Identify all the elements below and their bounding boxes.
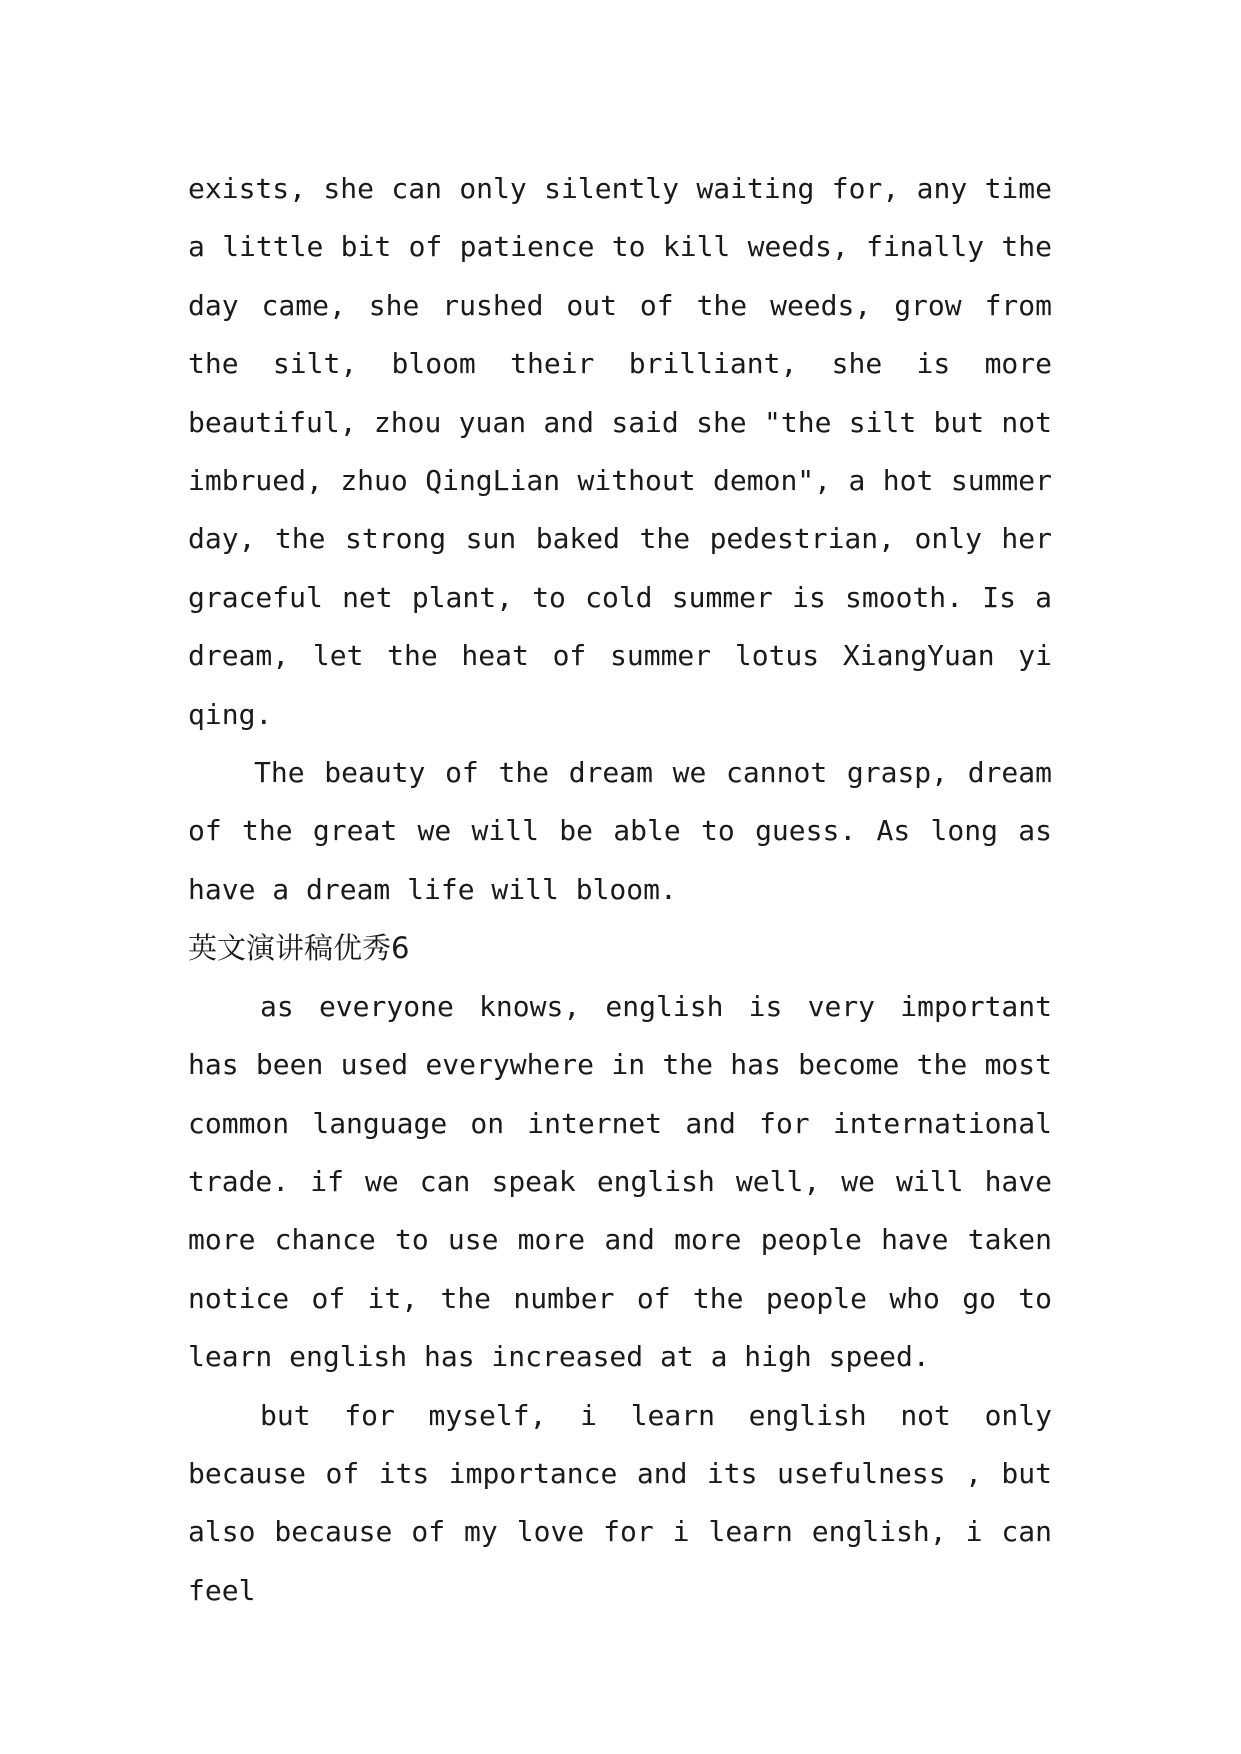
section-heading: 英文演讲稿优秀6 [188,931,410,966]
paragraph-lotus-dream: exists, she can only silently waiting for, any time a little bit of patience to kill weeds, finally the day came, she rushed out of the weeds, grow from the silt, bloom their brilliant, she is more beautiful, zhou yuan and said she "the silt but not imbrued, zhuo QingLian without demon", a hot summer day, the strong sun baked the pedestrian, only her graceful net plant, to cold summer is smooth. Is a dream, let the heat of summer lotus XiangYuan yi qing. [188,172,1052,731]
paragraph-love-for-english: but for myself, i learn english not only because of its importance and its usefulness , but also because of my love for i learn english, i can feel [188,1398,1052,1607]
paragraph-english-importance: as everyone knows, english is very important has been used everywhere in the has become the most common language on internet and for international trade. if we can speak english well, we will have more chance to use more and more people have taken notice of it, the number of the people who go to learn english has increased at a high speed. [188,989,1052,1374]
document-body [188,160,1052,1620]
paragraph-beauty-of-dream: The beauty of the dream we cannot grasp, dream of the great we will be able to guess. As long as have a dream life will bloom. [188,756,1052,906]
